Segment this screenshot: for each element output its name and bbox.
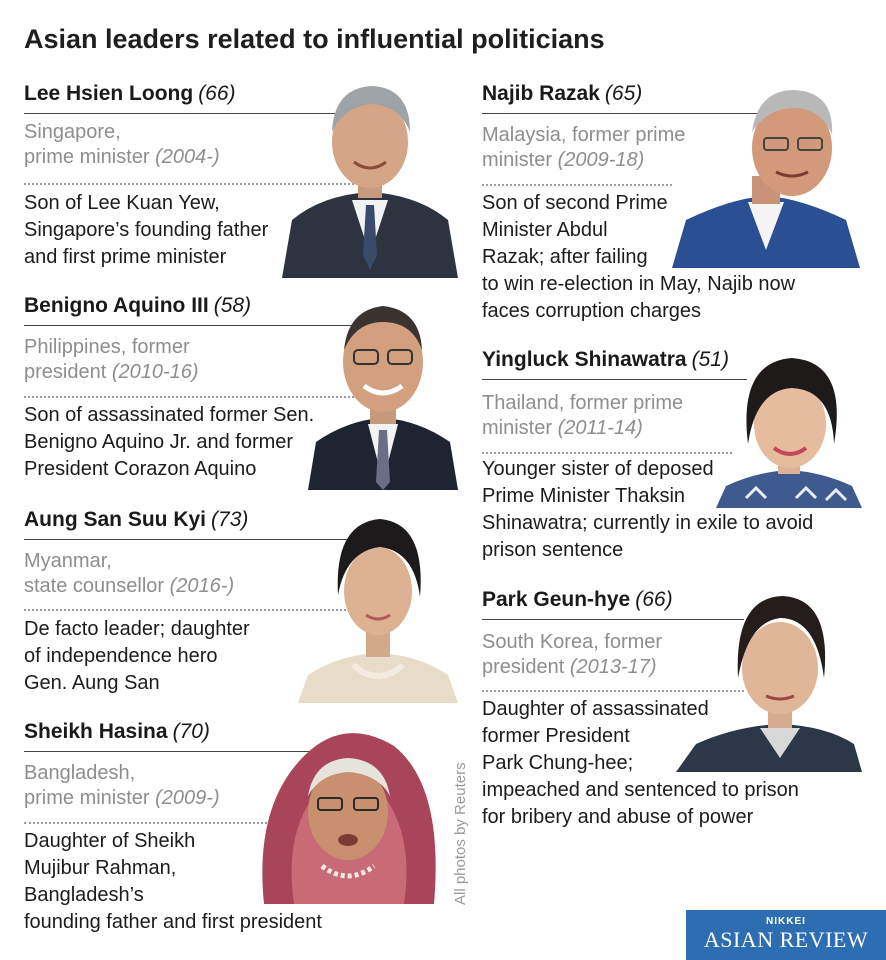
leader-role — [24, 335, 199, 385]
desc-line: President Corazon Aquino — [24, 458, 257, 480]
desc-line: for bribery and abuse of power — [482, 806, 754, 828]
leader-name: Lee Hsien Loong — [24, 82, 194, 105]
desc-line: Park Chung-hee; — [482, 752, 634, 774]
desc-line: Mujibur Rahman, — [24, 857, 177, 879]
photo-yingluck-shinawatra — [716, 348, 862, 508]
desc-line: Prime Minister Thaksin — [482, 485, 686, 507]
desc-line: De facto leader; daughter — [24, 618, 250, 640]
leader-name-row — [482, 588, 673, 612]
name-rule — [24, 325, 354, 326]
desc-line: Gen. Aung San — [24, 672, 160, 694]
role-years: (2010-16) — [111, 361, 199, 383]
desc-line: Son of assassinated former Sen. — [24, 404, 315, 426]
leader-description — [24, 190, 268, 271]
leader-name: Aung San Suu Kyi — [24, 508, 207, 531]
desc-line: to win re-election in May, Najib now — [482, 273, 796, 295]
leader-role — [482, 123, 685, 173]
leader-name-row — [24, 82, 236, 106]
role-title: president — [24, 361, 107, 383]
leader-role — [482, 630, 662, 680]
role-years: (2009-18) — [557, 149, 645, 171]
role-title: minister — [482, 417, 553, 439]
role-line — [482, 148, 685, 173]
desc-line: Bangladesh’s — [24, 884, 144, 906]
desc-line: and first prime minister — [24, 246, 227, 268]
leader-role — [24, 120, 220, 170]
leader-name-row — [24, 508, 248, 532]
role-years: (2004-) — [155, 146, 220, 168]
desc-line: Shinawatra; currently in exile to avoid — [482, 512, 814, 534]
leader-age: (51) — [691, 348, 729, 371]
desc-line: impeached and sentenced to prison — [482, 779, 799, 801]
leader-age: (65) — [604, 82, 643, 105]
leader-description — [24, 402, 314, 483]
photo-aung-san-suu-kyi — [298, 505, 458, 703]
role-rule — [482, 184, 672, 186]
desc-line: Son of second Prime — [482, 192, 668, 214]
logo-line-1: NIKKEI — [766, 916, 806, 927]
leader-age: (66) — [198, 82, 236, 105]
leader-age: (70) — [172, 720, 210, 743]
desc-line: prison sentence — [482, 539, 624, 561]
leader-name-row — [24, 294, 251, 318]
role-line — [482, 655, 662, 680]
role-line: Malaysia, former prime — [482, 124, 686, 146]
role-line: Singapore, — [24, 121, 121, 143]
desc-line: Daughter of Sheikh — [24, 830, 196, 852]
desc-line: Minister Abdul — [482, 219, 608, 241]
desc-line: Daughter of assassinated — [482, 698, 709, 720]
role-title: prime minister — [24, 146, 150, 168]
role-title: prime minister — [24, 787, 150, 809]
leader-name-row — [24, 720, 210, 744]
photo-benigno-aquino — [308, 292, 458, 490]
role-line — [482, 416, 683, 441]
role-title: minister — [482, 149, 553, 171]
desc-line: Benigno Aquino Jr. and former — [24, 431, 294, 453]
name-rule — [482, 379, 747, 380]
role-years: (2009-) — [155, 787, 220, 809]
role-line: Myanmar, — [24, 550, 112, 572]
role-line: South Korea, former — [482, 631, 663, 653]
photo-credit: All photos by Reuters — [452, 762, 469, 905]
desc-line: Son of Lee Kuan Yew, — [24, 192, 220, 214]
role-line: Philippines, former — [24, 336, 190, 358]
leader-age: (66) — [635, 588, 673, 611]
role-line — [24, 360, 199, 385]
leader-name: Najib Razak — [482, 82, 600, 105]
leader-name-row — [482, 82, 642, 106]
photo-lee-hsien-loong — [282, 80, 458, 278]
role-rule — [482, 452, 732, 454]
leader-name: Sheikh Hasina — [24, 720, 168, 743]
leader-name: Yingluck Shinawatra — [482, 348, 687, 371]
desc-line: of independence hero — [24, 645, 218, 667]
leader-role — [482, 391, 683, 441]
leader-name-row — [482, 348, 729, 372]
nikkei-asian-review-logo — [686, 910, 886, 960]
leader-description — [24, 616, 250, 697]
desc-line: Razak; after failing — [482, 246, 648, 268]
role-years: (2013-17) — [569, 656, 657, 678]
role-years: (2011-14) — [557, 417, 643, 439]
role-line — [24, 786, 220, 811]
role-rule — [24, 396, 354, 398]
leader-name: Park Geun-hye — [482, 588, 631, 611]
leader-name: Benigno Aquino III — [24, 294, 209, 317]
desc-line: founding father and first president — [24, 911, 322, 933]
leader-role — [24, 549, 234, 599]
leader-age: (73) — [211, 508, 249, 531]
page-title: Asian leaders related to influential politicians — [24, 24, 605, 54]
photo-sheikh-hasina — [244, 716, 450, 904]
leader-age: (58) — [213, 294, 252, 317]
role-title: president — [482, 656, 565, 678]
desc-line: Singapore’s founding father — [24, 219, 269, 241]
role-years: (2016-) — [169, 575, 235, 597]
desc-line: former President — [482, 725, 630, 747]
role-title: state counsellor — [24, 575, 165, 597]
role-line: Bangladesh, — [24, 762, 136, 784]
logo-line-2: ASIAN REVIEW — [703, 927, 869, 952]
role-line — [24, 574, 234, 599]
desc-line: Younger sister of deposed — [482, 458, 714, 480]
role-rule — [24, 822, 279, 824]
desc-line: faces corruption charges — [482, 300, 702, 322]
role-line — [24, 145, 220, 170]
photo-najib-razak — [672, 80, 860, 268]
photo-park-geun-hye — [676, 588, 862, 772]
role-line: Thailand, former prime — [482, 392, 684, 414]
leader-role — [24, 761, 220, 811]
